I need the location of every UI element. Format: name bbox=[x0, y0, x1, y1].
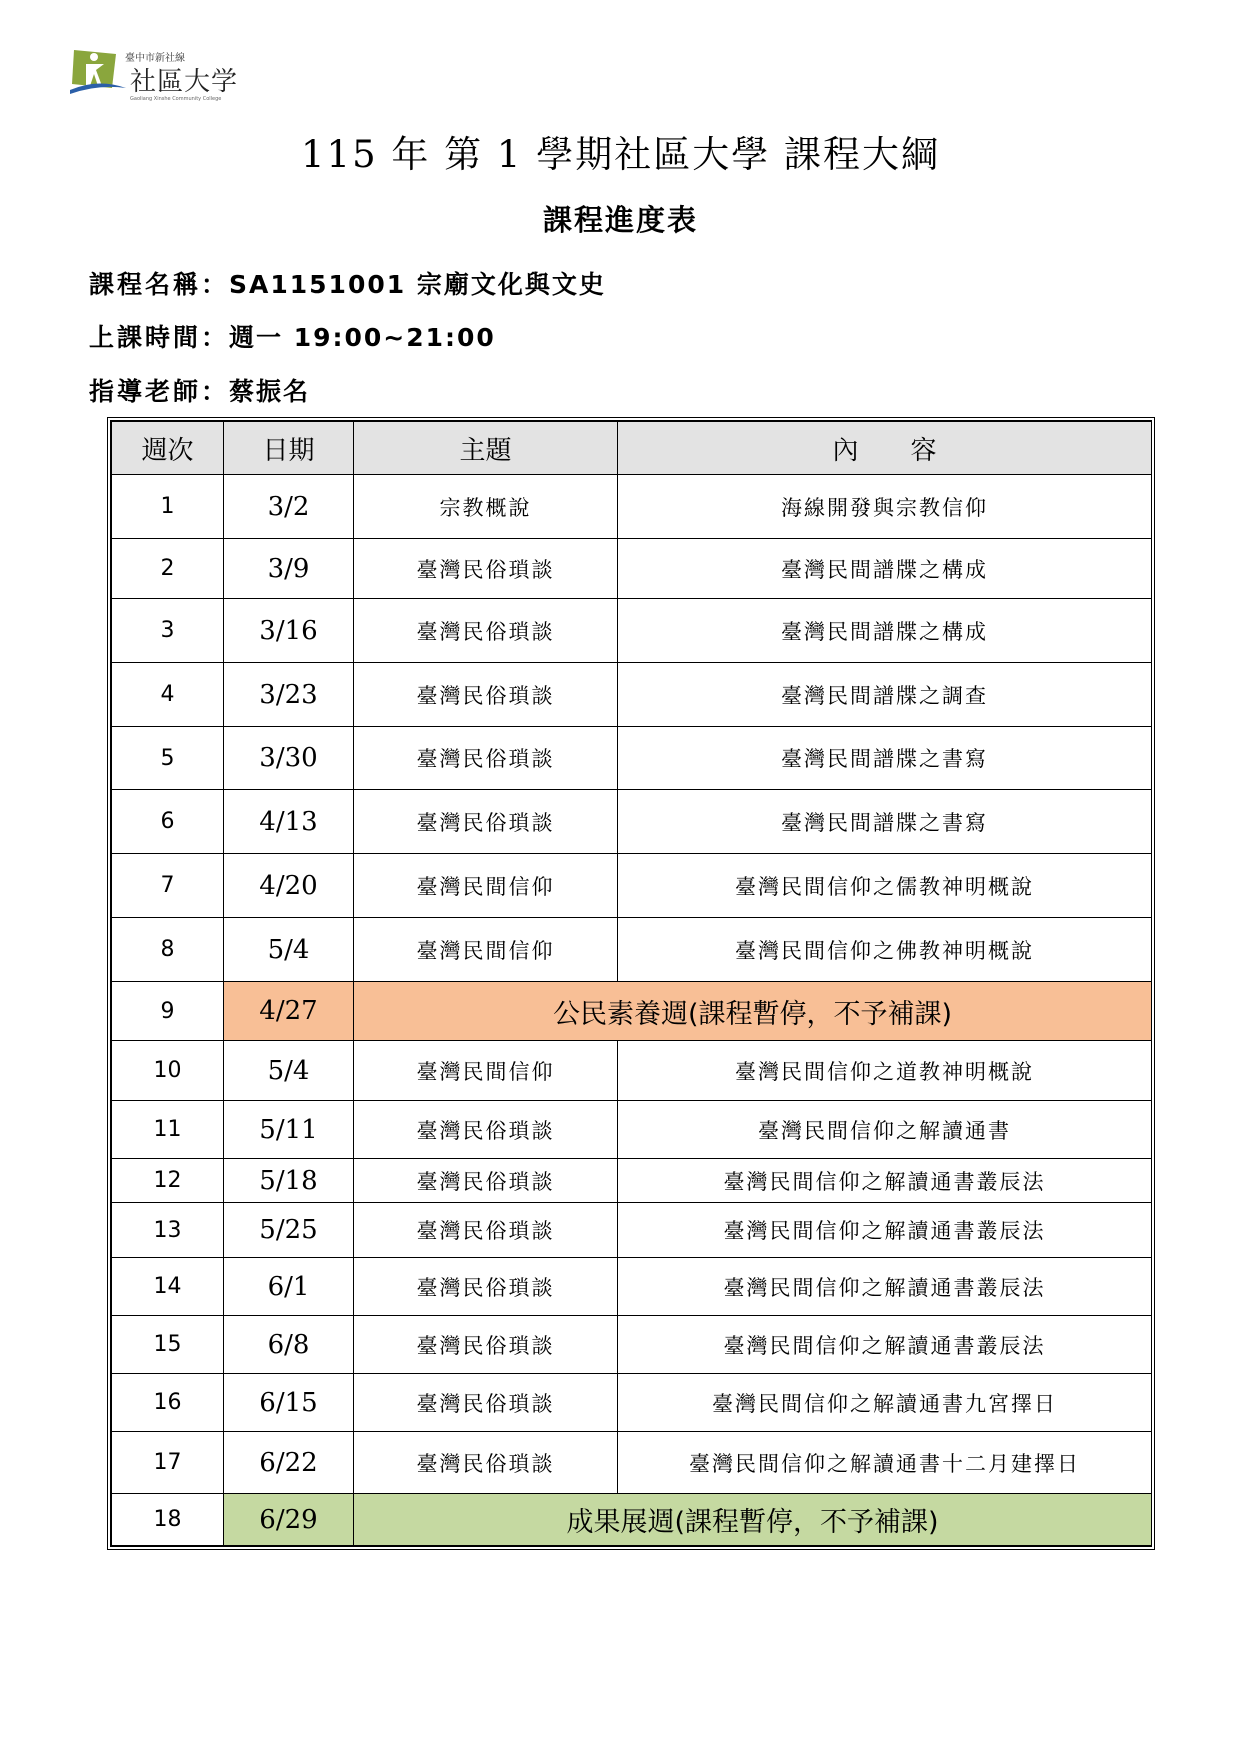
topic-cell: 宗教概說 bbox=[354, 475, 618, 539]
content-cell: 海線開發與宗教信仰 bbox=[618, 475, 1152, 539]
date-cell: 4/20 bbox=[224, 854, 354, 918]
page-title: 115 年 第 1 學期社區大學 課程大綱 bbox=[301, 133, 940, 176]
content-cell: 臺灣民間信仰之道教神明概說 bbox=[618, 1041, 1152, 1101]
teacher-line bbox=[89, 372, 310, 408]
header-content: 內 容 bbox=[618, 422, 1152, 475]
schedule-table bbox=[107, 417, 1155, 1550]
topic-cell: 臺灣民俗瑣談 bbox=[354, 1101, 618, 1159]
topic-cell: 臺灣民俗瑣談 bbox=[354, 1258, 618, 1316]
date-cell: 6/1 bbox=[224, 1258, 354, 1316]
date-cell: 5/18 bbox=[224, 1159, 354, 1203]
date-cell: 6/29 bbox=[224, 1494, 354, 1546]
date-cell: 3/30 bbox=[224, 727, 354, 790]
topic-cell: 臺灣民俗瑣談 bbox=[354, 727, 618, 790]
week-cell: 16 bbox=[112, 1374, 224, 1432]
content-cell: 臺灣民間信仰之解讀通書叢辰法 bbox=[618, 1258, 1152, 1316]
date-cell: 4/27 bbox=[224, 982, 354, 1041]
week-cell: 13 bbox=[112, 1203, 224, 1258]
table-row bbox=[112, 1432, 1152, 1494]
content-cell: 臺灣民間信仰之佛教神明概說 bbox=[618, 918, 1152, 982]
content-cell: 臺灣民間譜牒之調查 bbox=[618, 663, 1152, 727]
content-cell: 臺灣民間譜牒之構成 bbox=[618, 599, 1152, 663]
week-cell: 9 bbox=[112, 982, 224, 1041]
table-row bbox=[112, 475, 1152, 539]
table-row bbox=[112, 727, 1152, 790]
college-logo bbox=[68, 44, 268, 114]
logo-emblem-icon bbox=[68, 44, 128, 98]
week-cell: 17 bbox=[112, 1432, 224, 1494]
content-cell: 臺灣民間信仰之解讀通書叢辰法 bbox=[618, 1203, 1152, 1258]
week-cell: 2 bbox=[112, 539, 224, 599]
logo-english-text: Gaoliang Xinshe Community College bbox=[130, 96, 222, 102]
teacher-value: 蔡振名 bbox=[229, 377, 311, 406]
topic-cell: 臺灣民俗瑣談 bbox=[354, 1203, 618, 1258]
page-subtitle: 課程進度表 bbox=[542, 203, 698, 237]
table-row bbox=[112, 918, 1152, 982]
table-row bbox=[112, 663, 1152, 727]
header-topic: 主題 bbox=[354, 422, 618, 475]
week-cell: 5 bbox=[112, 727, 224, 790]
date-cell: 5/4 bbox=[224, 918, 354, 982]
week-cell: 10 bbox=[112, 1041, 224, 1101]
table-row bbox=[112, 1101, 1152, 1159]
class-time-value: 週一 19:00~21:00 bbox=[229, 323, 496, 352]
logo-city-text: 臺中市新社線 bbox=[125, 53, 185, 64]
content-cell: 臺灣民間信仰之儒教神明概說 bbox=[618, 854, 1152, 918]
week-cell: 8 bbox=[112, 918, 224, 982]
date-cell: 6/15 bbox=[224, 1374, 354, 1432]
date-cell: 3/16 bbox=[224, 599, 354, 663]
content-cell: 臺灣民間信仰之解讀通書十二月建擇日 bbox=[618, 1432, 1152, 1494]
table-row bbox=[112, 1041, 1152, 1101]
week-cell: 7 bbox=[112, 854, 224, 918]
content-cell: 臺灣民間信仰之解讀通書叢辰法 bbox=[618, 1316, 1152, 1374]
table-row bbox=[112, 1258, 1152, 1316]
course-name-label: 課程名稱： bbox=[89, 270, 230, 299]
topic-cell: 臺灣民俗瑣談 bbox=[354, 790, 618, 854]
date-cell: 6/8 bbox=[224, 1316, 354, 1374]
course-name-line bbox=[89, 265, 606, 301]
week-cell: 4 bbox=[112, 663, 224, 727]
topic-cell: 臺灣民俗瑣談 bbox=[354, 663, 618, 727]
table-row bbox=[112, 982, 1152, 1041]
content-cell: 臺灣民間信仰之解讀通書 bbox=[618, 1101, 1152, 1159]
topic-cell: 臺灣民間信仰 bbox=[354, 918, 618, 982]
suspended-week-cell: 公民素養週(課程暫停，不予補課) bbox=[354, 982, 1152, 1041]
table-header-row bbox=[112, 422, 1152, 475]
week-cell: 15 bbox=[112, 1316, 224, 1374]
date-cell: 3/2 bbox=[224, 475, 354, 539]
date-cell: 5/4 bbox=[224, 1041, 354, 1101]
date-cell: 4/13 bbox=[224, 790, 354, 854]
week-cell: 6 bbox=[112, 790, 224, 854]
table-row bbox=[112, 1494, 1152, 1546]
table-row bbox=[112, 1316, 1152, 1374]
date-cell: 6/22 bbox=[224, 1432, 354, 1494]
table-row bbox=[112, 599, 1152, 663]
table-row bbox=[112, 1374, 1152, 1432]
topic-cell: 臺灣民俗瑣談 bbox=[354, 599, 618, 663]
logo-name-text: 社區大学 bbox=[130, 67, 239, 97]
date-cell: 3/23 bbox=[224, 663, 354, 727]
table-row bbox=[112, 854, 1152, 918]
week-cell: 18 bbox=[112, 1494, 224, 1546]
week-cell: 11 bbox=[112, 1101, 224, 1159]
date-cell: 5/25 bbox=[224, 1203, 354, 1258]
teacher-label: 指導老師： bbox=[89, 377, 230, 406]
class-time-label: 上課時間： bbox=[89, 323, 230, 352]
content-cell: 臺灣民間譜牒之構成 bbox=[618, 539, 1152, 599]
content-cell: 臺灣民間信仰之解讀通書九宮擇日 bbox=[618, 1374, 1152, 1432]
content-cell: 臺灣民間信仰之解讀通書叢辰法 bbox=[618, 1159, 1152, 1203]
topic-cell: 臺灣民俗瑣談 bbox=[354, 1374, 618, 1432]
course-name-value: SA1151001 宗廟文化與文史 bbox=[229, 270, 606, 299]
table-row bbox=[112, 539, 1152, 599]
week-cell: 3 bbox=[112, 599, 224, 663]
content-cell: 臺灣民間譜牒之書寫 bbox=[618, 790, 1152, 854]
header-date: 日期 bbox=[224, 422, 354, 475]
week-cell: 12 bbox=[112, 1159, 224, 1203]
header-week: 週次 bbox=[112, 422, 224, 475]
table-row bbox=[112, 1203, 1152, 1258]
suspended-week-cell: 成果展週(課程暫停，不予補課) bbox=[354, 1494, 1152, 1546]
date-cell: 3/9 bbox=[224, 539, 354, 599]
week-cell: 1 bbox=[112, 475, 224, 539]
topic-cell: 臺灣民間信仰 bbox=[354, 1041, 618, 1101]
topic-cell: 臺灣民間信仰 bbox=[354, 854, 618, 918]
class-time-line bbox=[89, 318, 496, 354]
topic-cell: 臺灣民俗瑣談 bbox=[354, 1159, 618, 1203]
topic-cell: 臺灣民俗瑣談 bbox=[354, 1432, 618, 1494]
week-cell: 14 bbox=[112, 1258, 224, 1316]
table-row bbox=[112, 1159, 1152, 1203]
table-row bbox=[112, 790, 1152, 854]
content-cell: 臺灣民間譜牒之書寫 bbox=[618, 727, 1152, 790]
date-cell: 5/11 bbox=[224, 1101, 354, 1159]
topic-cell: 臺灣民俗瑣談 bbox=[354, 539, 618, 599]
topic-cell: 臺灣民俗瑣談 bbox=[354, 1316, 618, 1374]
